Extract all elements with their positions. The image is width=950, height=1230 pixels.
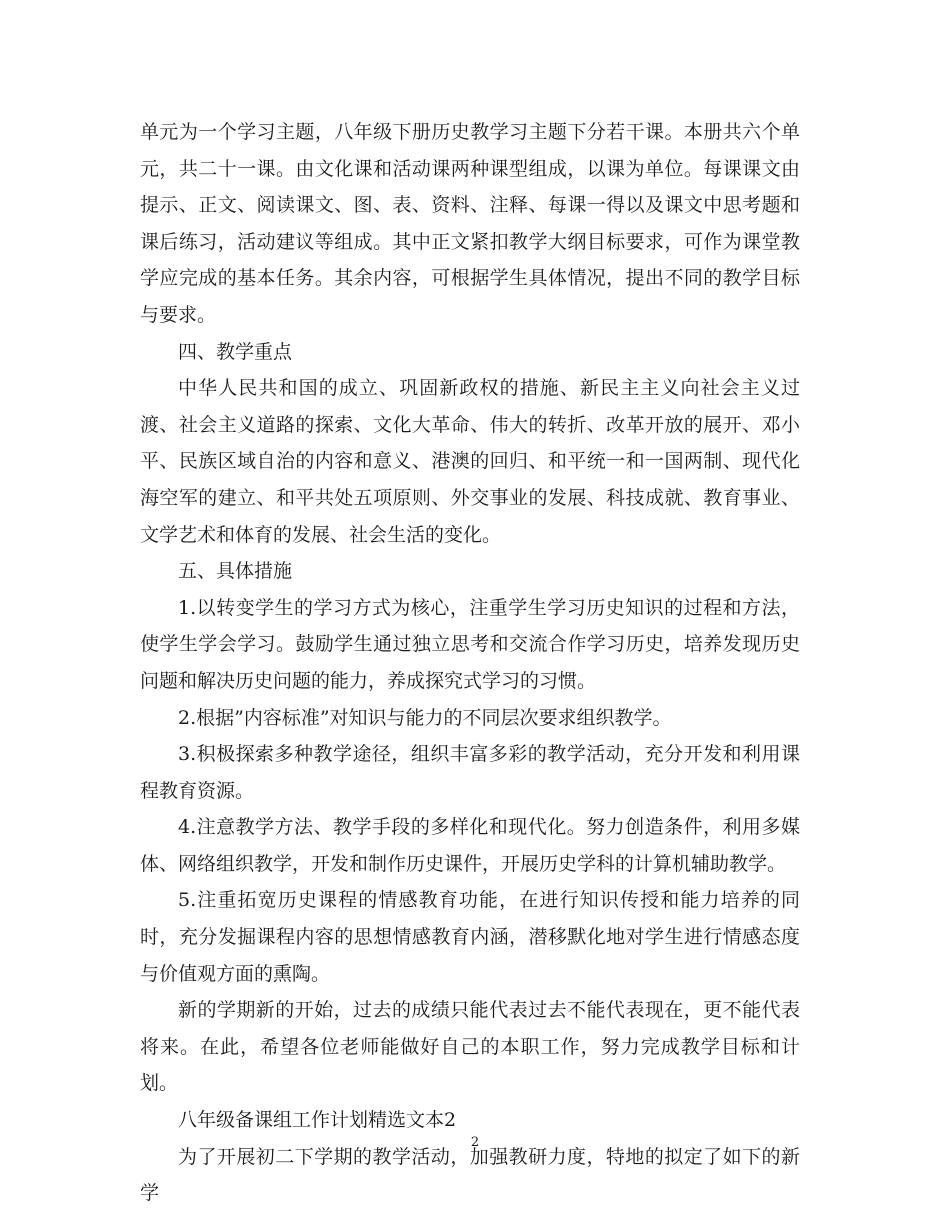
paragraph-continuation: 单元为一个学习主题，八年级下册历史教学习主题下分若干课。本册共六个单元，共二十一课。由文化课和活动课两种课型组成，以课为单位。每课课文由提示、正文、阅读课文、图、表、资料、注释、每课一得以及课文中思考题和课后练习，活动建议等组成。其中正文紧扣教学大纲目标要求，可作为课堂教学应完成的基本任务。其余内容，可根据学生具体情况，提出不同的教学目标与要求。: [140, 121, 800, 326]
measure-item-5: 5.注重拓宽历史课程的情感教育功能，在进行知识传授和能力培养的同时，充分发掘课程内容的思想情感教育内涵，潜移默化地对学生进行情感态度与价值观方面的熏陶。: [140, 889, 800, 985]
measure-item-1: 1.以转变学生的学习方式为核心，注重学生学习历史知识的过程和方法，使学生学会学习。鼓励学生通过独立思考和交流合作学习历史，培养发现历史问题和解决历史问题的能力，养成探究式学习的习惯。: [140, 596, 800, 692]
document-body: [140, 114, 800, 1212]
section-heading-measures: 五、具体措施: [178, 560, 293, 583]
section-heading-teaching-focus: 四、教学重点: [178, 340, 293, 363]
measure-item-4: 4.注意教学方法、教学手段的多样化和现代化。努力创造条件，利用多媒体、网络组织教学，开发和制作历史课件，开展历史学科的计算机辅助教学。: [140, 816, 800, 875]
measure-item-2: 2.根据”内容标准”对知识与能力的不同层次要求组织教学。: [178, 706, 672, 729]
section-heading-text-2: 八年级备课组工作计划精选文本2: [178, 1109, 457, 1132]
paragraph-text-2-intro: 为了开展初二下学期的教学活动，加强教研力度，特地的拟定了如下的新学: [140, 1145, 800, 1205]
measure-item-3: 3.积极探索多种教学途径，组织丰富多彩的教学活动，充分开发和利用课程教育资源。: [140, 743, 800, 802]
paragraph-teaching-focus: 中华人民共和国的成立、巩固新政权的措施、新民主主义向社会主义过渡、社会主义道路的探索、文化大革命、伟大的转折、改革开放的展开、邓小平、民族区域自治的内容和意义、港澳的回归、和平统一和一国两制、现代化海空军的建立、和平共处五项原则、外交事业的发展、科技成就、教育事业、文学艺术和体育的发展、社会生活的变化。: [140, 377, 800, 546]
page-number: 2: [470, 1135, 480, 1150]
paragraph-closing: 新的学期新的开始，过去的成绩只能代表过去不能代表现在，更不能代表将来。在此，希望各位老师能做好自己的本职工作，努力完成教学目标和计划。: [140, 999, 800, 1095]
